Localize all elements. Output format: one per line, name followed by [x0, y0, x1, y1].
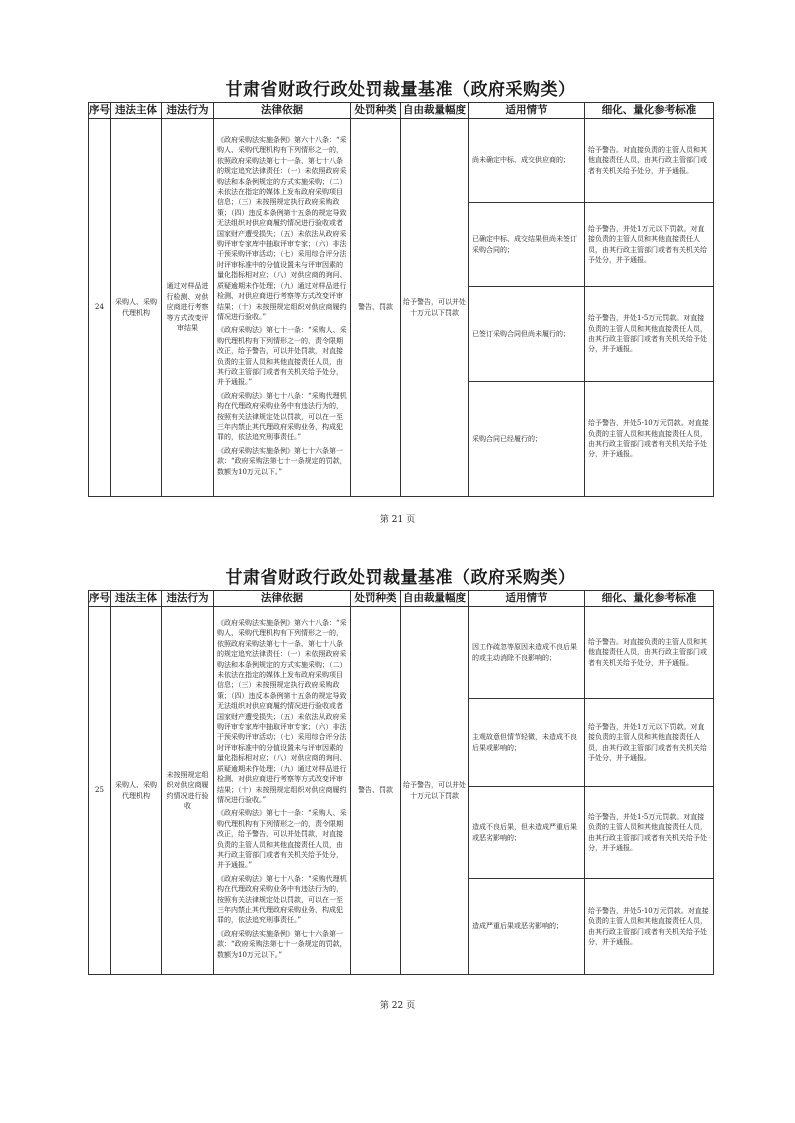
page-title: 甘肃省财政行政处罚裁量基准（政府采购类） [225, 568, 576, 588]
header-behavior: 违法行为 [162, 103, 214, 119]
basis-cell [214, 119, 351, 497]
header-subject: 违法主体 [111, 591, 162, 607]
basis-paragraph: 《政府采购法》第七十八条：“采购代理机构在代理政府采购业务中有违法行为的，按照有关法律规定处以罚款，可以在一至三年内禁止其代理政府采购业务，构成犯罪的，依法追究刑事责任。” [217, 874, 347, 925]
header-subject: 违法主体 [111, 103, 162, 119]
header-basis: 法律依据 [214, 591, 351, 607]
seq-cell: 25 [89, 607, 111, 975]
header-range: 自由裁量幅度 [401, 591, 469, 607]
basis-paragraph: 《政府采购法》第七十八条：“采购代理机构在代理政府采购业务中有违法行为的，按照有关法律规定处以罚款，可以在一至三年内禁止其代理政府采购业务，构成犯罪的，依法追究刑事责任。” [217, 391, 347, 442]
header-range: 自由裁量幅度 [401, 103, 469, 119]
situation-cell: 采购合同已经履行的； [469, 382, 585, 497]
header-standard: 细化、量化参考标准 [585, 103, 714, 119]
basis-paragraph: 《政府采购法实施条例》第六十八条：“采购人、采购代理机构有下列情形之一的，依照政府采购法第七十一条、第七十八条的规定追究法律责任：（一）未依照政府采购法和本条例规定的方式实施采购；（二）未依法在指定的媒体上发布政府采购项目信息；（三）未按照规定执行政府采购政策；（四）违反本条例第十五条的规定导致无法组织对供应商履约情况进行验收或者国家财产遭受损失；（五）未依法从政府采购评审专家库中抽取评审专家；（六）非法干预采购评审活动；（七）采用综合评分法时评审标准中的分值设置未与评审因素的量化指标相对应；（八）对供应商的询问、质疑逾期未作处理；（九）通过对样品进行检测、对供应商进行考察等方式改变评审结果；（十）未按照规定组织对供应商履约情况进行验收。” [217, 619, 347, 804]
page-number: 第 22 页 [379, 1001, 416, 1011]
standard-cell: 给予警告，并处1-5万元罚款。对直接负责的主管人员和其他直接责任人员，由其行政主管部门或者有关机关给予处分，并予通报。 [585, 787, 714, 879]
behavior-cell: 未按照规定组织对供应商履约情况进行验收 [162, 607, 214, 975]
standard-cell: 给予警告，并处1-5万元罚款。对直接负责的主管人员和其他直接责任人员，由其行政主管部门或者有关机关给予处分，并予通报。 [585, 287, 714, 382]
situation-cell: 造成严重后果或恶劣影响的； [469, 879, 585, 975]
standard-cell: 给予警告。对直接负责的主管人员和其他直接责任人员，由其行政主管部门或者有关机关给予处分，并予通报。 [585, 119, 714, 203]
standard-cell: 给予警告，并处1万元以下罚款。对直接负责的主管人员和其他直接责任人员，由其行政主管部门或者有关机关给予处分，并予通报。 [585, 203, 714, 287]
page-title: 甘肃省财政行政处罚裁量基准（政府采购类） [225, 80, 576, 100]
table-header-row [89, 591, 714, 607]
situation-cell: 已签订采购合同但尚未履行的； [469, 287, 585, 382]
header-situation: 适用情节 [469, 591, 585, 607]
page-number: 第 21 页 [379, 515, 416, 525]
range-cell: 给予警告，可以并处十万元以下罚款 [401, 119, 469, 497]
situation-cell: 已确定中标、成交结果但尚未签订采购合同的； [469, 203, 585, 287]
header-seq: 序号 [89, 591, 111, 607]
standard-cell: 给予警告，并处5-10万元罚款。对直接负责的主管人员和其他直接责任人员，由其行政主管部门或者有关机关给予处分，并予通报。 [585, 382, 714, 497]
penalty-cell: 警告、罚款 [351, 607, 401, 975]
header-penalty: 处罚种类 [351, 103, 401, 119]
table-header-row [89, 103, 714, 119]
subject-cell: 采购人、采购代理机构 [111, 607, 162, 975]
basis-paragraph: 《政府采购法实施条例》第七十六条第一款：“政府采购法第七十一条规定的罚款，数额为10万元以下。” [217, 446, 347, 476]
table-row [89, 607, 714, 699]
situation-cell: 尚未确定中标、成交供应商的； [469, 119, 585, 203]
header-basis: 法律依据 [214, 103, 351, 119]
penalty-table [88, 102, 714, 497]
seq-cell: 24 [89, 119, 111, 497]
header-seq: 序号 [89, 103, 111, 119]
table-row [89, 119, 714, 203]
penalty-table [88, 590, 714, 975]
basis-paragraph: 《政府采购法实施条例》第六十八条：“采购人、采购代理机构有下列情形之一的，依照政府采购法第七十一条、第七十八条的规定追究法律责任：（一）未依照政府采购法和本条例规定的方式实施采购；（二）未依法在指定的媒体上发布政府采购项目信息；（三）未按照规定执行政府采购政策；（四）违反本条例第十五条的规定导致无法组织对供应商履约情况进行验收或者国家财产遭受损失；（五）未依法从政府采购评审专家库中抽取评审专家；（六）非法干预采购评审活动；（七）采用综合评分法时评审标准中的分值设置未与评审因素的量化指标相对应；（八）对供应商的询问、质疑逾期未作处理；（九）通过对样品进行检测、对供应商进行考察等方式改变评审结果；（十）未按照规定组织对供应商履约情况进行验收。” [217, 136, 347, 321]
range-cell: 给予警告，可以并处十万元以下罚款 [401, 607, 469, 975]
subject-cell: 采购人、采购代理机构 [111, 119, 162, 497]
header-penalty: 处罚种类 [351, 591, 401, 607]
basis-paragraph: 《政府采购法实施条例》第七十六条第一款：“政府采购法第七十一条规定的罚款，数额为10万元以下。” [217, 929, 347, 959]
behavior-cell: 通过对样品进行检测、对供应商进行考察等方式改变评审结果 [162, 119, 214, 497]
basis-paragraph: 《政府采购法》第七十一条：“采购人、采购代理机构有下列情形之一的，责令限期改正，给予警告，可以并处罚款，对直接负责的主管人员和其他直接责任人员，由其行政主管部门或者有关机关给予处分，并予通报。” [217, 326, 347, 387]
standard-cell: 给予警告，并处5-10万元罚款。对直接负责的主管人员和其他直接责任人员，由其行政主管部门或者有关机关给予处分，并予通报。 [585, 879, 714, 975]
standard-cell: 给予警告。对直接负责的主管人员和其他直接责任人员，由其行政主管部门或者有关机关给予处分，并予通报。 [585, 607, 714, 699]
situation-cell: 主观故意但情节轻微，未造成不良后果或影响的； [469, 699, 585, 787]
basis-cell [214, 607, 351, 975]
standard-cell: 给予警告，并处1万元以下罚款。对直接负责的主管人员和其他直接责任人员，由其行政主管部门或者有关机关给予处分，并予通报。 [585, 699, 714, 787]
page-22 [88, 566, 713, 975]
header-behavior: 违法行为 [162, 591, 214, 607]
header-situation: 适用情节 [469, 103, 585, 119]
situation-cell: 造成不良后果，但未造成严重后果或恶劣影响的； [469, 787, 585, 879]
basis-paragraph: 《政府采购法》第七十一条：“采购人、采购代理机构有下列情形之一的，责令限期改正，给予警告，可以并处罚款，对直接负责的主管人员和其他直接责任人员，由其行政主管部门或者有关机关给予处分，并予通报。” [217, 809, 347, 870]
header-standard: 细化、量化参考标准 [585, 591, 714, 607]
page-21 [88, 78, 713, 497]
situation-cell: 因工作疏忽等原因未造成不良后果的或主动消除不良影响的； [469, 607, 585, 699]
penalty-cell: 警告、罚款 [351, 119, 401, 497]
